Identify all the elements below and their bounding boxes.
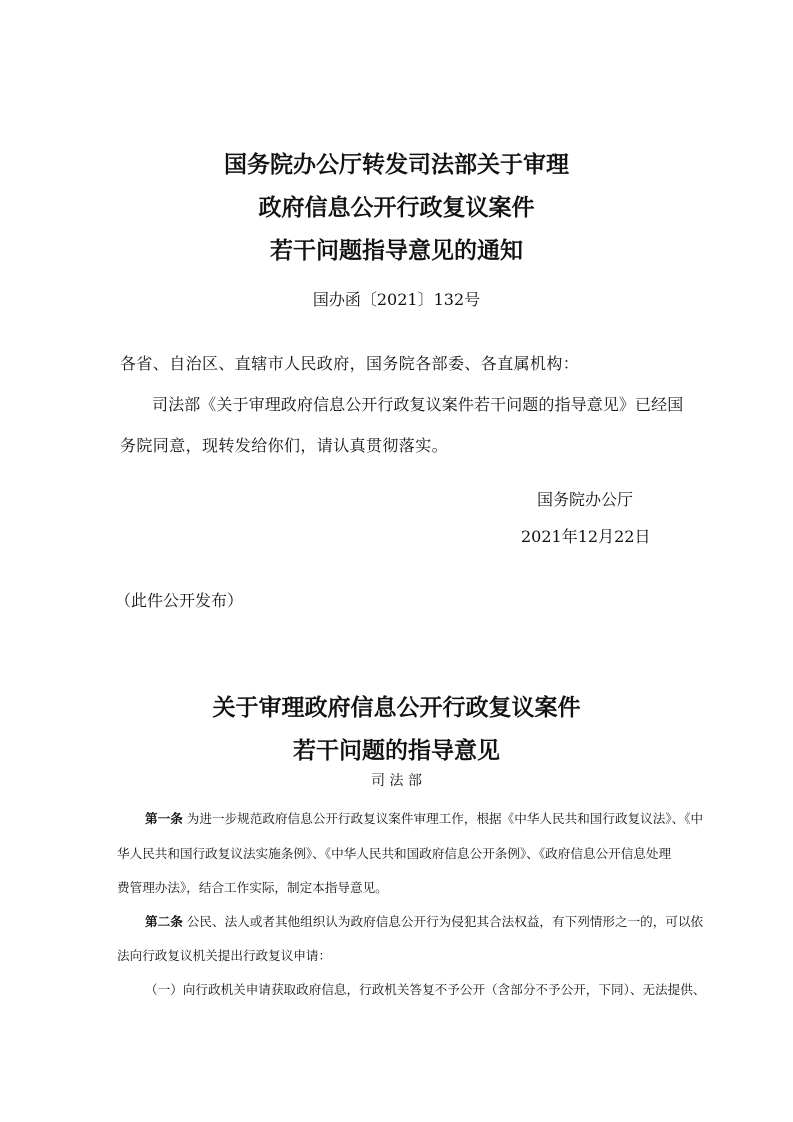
date: 2021年12月22日 (521, 527, 651, 546)
publication-note: （此件公开发布） (115, 591, 244, 610)
opinion-title-line-2: 若干问题的指导意见 (293, 738, 500, 764)
notice-title-line-2: 政府信息公开行政复议案件 (258, 195, 535, 221)
article2-label: 第二条 (145, 914, 183, 929)
notice-title-line-3: 若干问题指导意见的通知 (270, 238, 523, 264)
article1-line-3: 费管理办法》，结合工作实际，制定本指导意见。 (117, 880, 388, 895)
article2-line-2: 法向行政复议机关提出行政复议申请： (117, 948, 332, 963)
article1-line-1: 为进一步规范政府信息公开行政复议案件审理工作，根据《中华人民共和国行政复议法》、《中 (186, 811, 704, 826)
opinion-title-line-1: 关于审理政府信息公开行政复议案件 (212, 695, 581, 721)
opinion-author: 司 法 部 (371, 773, 422, 789)
notice-title-line-1: 国务院办公厅转发司法部关于审理 (224, 152, 569, 178)
doc-number: 国办函〔2021〕132号 (312, 290, 481, 309)
article1-label: 第一条 (145, 811, 183, 826)
item1-line: （一）向行政机关申请获取政府信息，行政机关答复不予公开（含部分不予公开，下同）、无法提供、 (145, 982, 706, 997)
article2-line-1: 公民、法人或者其他组织认为政府信息公开行为侵犯其合法权益，有下列情形之一的，可以依 (186, 914, 704, 929)
issuer: 国务院办公厅 (537, 490, 634, 509)
notice-body-line-1: 司法部《关于审理政府信息公开行政复议案件若干问题的指导意见》已经国 (152, 395, 684, 414)
article1-line-2: 华人民共和国行政复议法实施条例》、《中华人民共和国政府信息公开条例》、《政府信息公开信息处理 (117, 846, 672, 861)
addressee: 各省、自治区、直辖市人民政府，国务院各部委、各直属机构： (120, 354, 580, 373)
notice-body-line-2: 务院同意，现转发给你们，请认真贯彻落实。 (120, 436, 449, 455)
